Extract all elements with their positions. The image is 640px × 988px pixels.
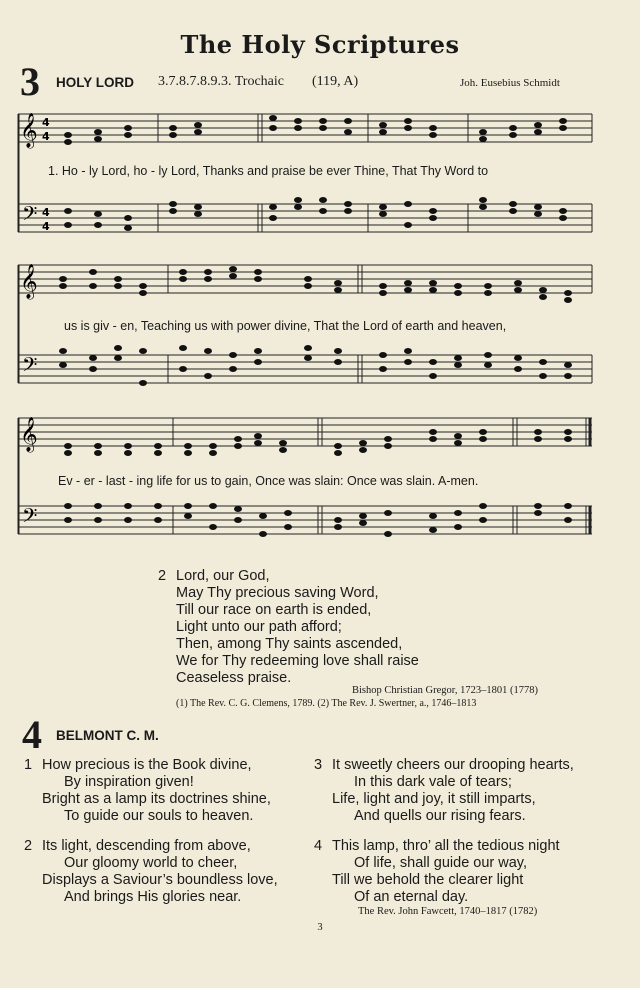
stanza-line: Of an eternal day. [354, 889, 469, 905]
stanza-line: It sweetly cheers our drooping hearts, [332, 757, 574, 773]
treble-clef-icon: 𝄞 [20, 417, 38, 452]
stanza-2 [176, 568, 419, 687]
hymn4-stanza-1-number: 1 [24, 757, 33, 773]
hymn4-stanza-2-number: 2 [24, 838, 33, 854]
stanza-line: How precious is the Book divine, [42, 757, 252, 773]
stanza-line: We for Thy redeeming love shall raise [176, 653, 419, 669]
stanza-line: And brings His glories near. [64, 889, 242, 905]
hymn-number-3: 3 [20, 59, 40, 104]
bass-clef-icon: 𝄢 [22, 353, 38, 381]
tune-name-belmont: BELMONT C. M. [56, 728, 159, 743]
lyric-line-3: Ev - er - last - ing life for us to gain, Once was slain: Once was slain. A-men. [58, 474, 479, 488]
stanza-line: Then, among Thy saints ascended, [176, 636, 403, 652]
hymn4-stanza-3 [332, 757, 574, 825]
hymn4-stanza-1 [42, 757, 271, 825]
stanza-line: Till we behold the clearer light [332, 872, 524, 888]
stanza-line: Bright as a lamp its doctrines shine, [42, 791, 271, 807]
hymn-number-4: 4 [22, 712, 42, 757]
section-heading: The Holy Scriptures [180, 30, 460, 59]
stanza-line: This lamp, thro’ all the tedious night [332, 838, 560, 854]
hymn-4-author: The Rev. John Fawcett, 1740–1817 (1782) [358, 906, 538, 917]
bass-clef-icon: 𝄢 [22, 202, 38, 230]
stanza-line: Light unto our path afford; [176, 619, 342, 635]
stanza-2-number: 2 [158, 568, 167, 584]
bass-clef-icon: 𝄢 [22, 504, 38, 532]
hymn4-stanza-4-number: 4 [314, 838, 323, 854]
stanza-line: To guide our souls to heaven. [64, 808, 254, 824]
stanza-line: Displays a Saviour’s boundless love, [42, 872, 278, 888]
hymn-3-author: Bishop Christian Gregor, 1723–1801 (1778) [352, 685, 538, 696]
time-signature-top-bass: 4 [42, 206, 50, 219]
composer-credit: Joh. Eusebius Schmidt [460, 77, 560, 89]
stanza-line: Lord, our God, [176, 568, 270, 584]
hymn4-stanza-3-number: 3 [314, 757, 323, 773]
treble-clef-icon: 𝄞 [20, 113, 38, 148]
time-signature-bottom-bass: 4 [42, 220, 50, 233]
page-number: 3 [317, 922, 323, 933]
translator-footnote: (1) The Rev. C. G. Clemens, 1789. (2) The Rev. J. Swertner, a., 1746–1813 [176, 698, 477, 709]
stanza-line: By inspiration given! [64, 774, 194, 790]
hymn4-stanza-4 [332, 838, 560, 906]
time-signature-bottom: 4 [42, 130, 50, 143]
stanza-line: Its light, descending from above, [42, 838, 251, 854]
stanza-line: Ceaseless praise. [176, 670, 292, 686]
treble-clef-icon: 𝄞 [20, 264, 38, 299]
tune-name: HOLY LORD [56, 75, 135, 90]
lyric-line-2: us is giv - en, Teaching us with power divine, That the Lord of earth and heaven, [64, 319, 507, 333]
hymn4-stanza-2 [42, 838, 278, 906]
stanza-line: In this dark vale of tears; [354, 774, 512, 790]
time-signature-top: 4 [42, 116, 50, 129]
tune-reference: (119, A) [312, 74, 359, 89]
stanza-line: Life, light and joy, it still imparts, [332, 791, 536, 807]
meter: 3.7.8.7.8.9.3. Trochaic [158, 74, 284, 89]
stanza-line: May Thy precious saving Word, [176, 585, 379, 601]
stanza-line: Our gloomy world to cheer, [64, 855, 238, 871]
lyric-line-1: 1. Ho - ly Lord, ho - ly Lord, Thanks and praise be ever Thine, That Thy Word to [48, 164, 489, 178]
stanza-line: Of life, shall guide our way, [354, 855, 528, 871]
stanza-line: Till our race on earth is ended, [176, 602, 372, 618]
stanza-line: And quells our rising fears. [354, 808, 526, 824]
